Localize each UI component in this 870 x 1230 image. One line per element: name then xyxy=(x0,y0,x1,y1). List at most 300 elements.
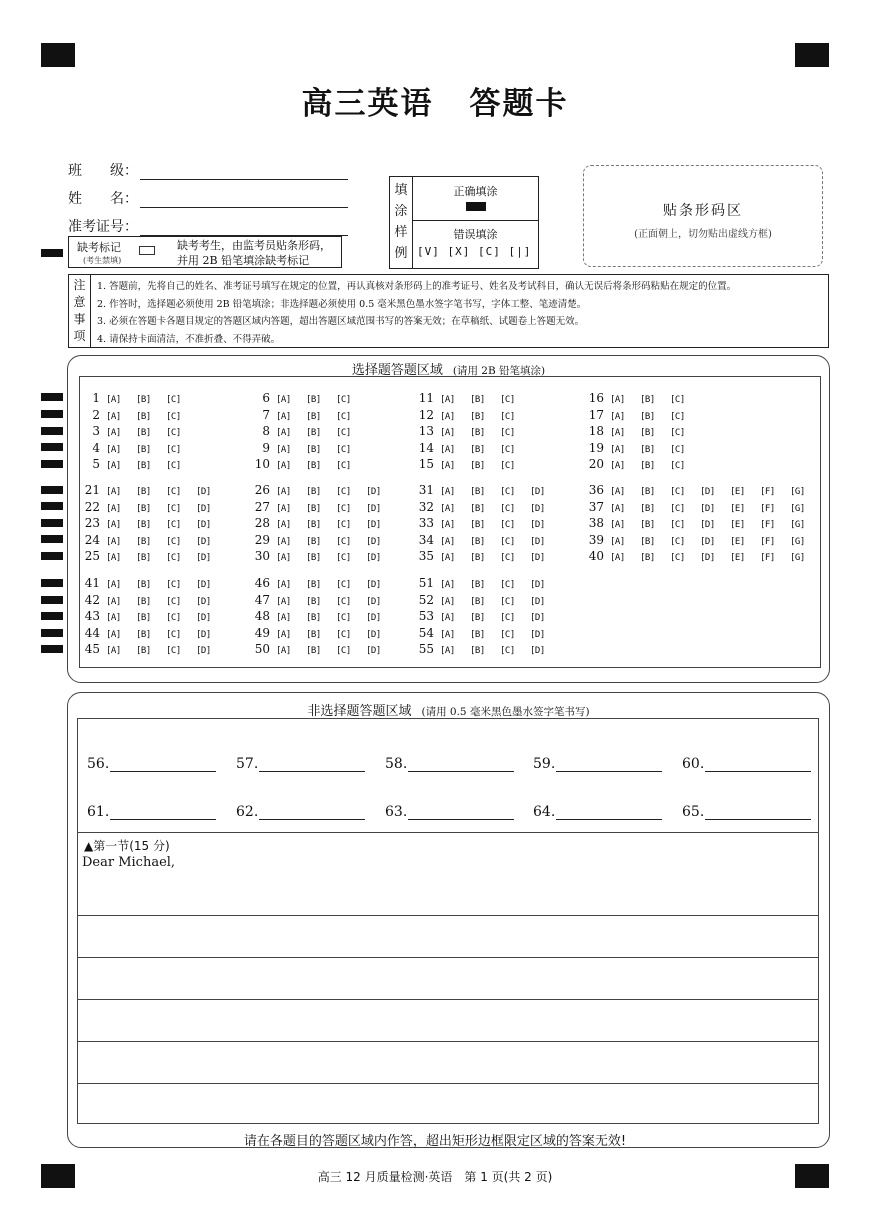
option-bubble[interactable]: [C] xyxy=(500,629,515,640)
option-bubble[interactable]: [E] xyxy=(730,503,745,514)
option-bubble[interactable]: [A] xyxy=(440,596,455,607)
writing-line[interactable] xyxy=(78,1041,819,1042)
blank-line[interactable] xyxy=(408,806,514,820)
question-number: 24 xyxy=(84,532,100,547)
option-bubble[interactable]: [B] xyxy=(470,487,485,497)
option-bubble[interactable]: [A] xyxy=(276,487,291,497)
option-bubble[interactable]: [B] xyxy=(136,444,151,455)
blank-63[interactable] xyxy=(385,804,514,820)
timing-mark xyxy=(41,249,63,257)
option-bubble[interactable]: [D] xyxy=(366,580,381,590)
option-bubble[interactable]: [D] xyxy=(196,503,211,514)
option-bubble[interactable]: [B] xyxy=(470,613,485,624)
option-bubble[interactable]: [C] xyxy=(500,536,515,547)
option-bubble[interactable]: [E] xyxy=(730,553,745,564)
option-bubble[interactable]: [A] xyxy=(440,613,455,624)
option-bubble[interactable]: [C] xyxy=(500,428,515,439)
option-bubble[interactable]: [D] xyxy=(366,503,381,514)
option-bubble[interactable]: [C] xyxy=(336,503,351,514)
option-bubble[interactable]: [C] xyxy=(166,444,181,455)
option-bubble[interactable]: [A] xyxy=(440,428,455,439)
option-bubble[interactable]: [D] xyxy=(196,629,211,640)
question-number: 5 xyxy=(92,457,100,472)
option-bubble[interactable]: [C] xyxy=(670,487,685,497)
option-bubble[interactable]: [B] xyxy=(470,580,485,590)
option-bubble[interactable]: [C] xyxy=(166,395,181,405)
option-bubble[interactable]: [C] xyxy=(500,580,515,590)
option-bubble[interactable]: [C] xyxy=(670,395,685,405)
option-bubble[interactable]: [B] xyxy=(306,613,321,624)
blank-60[interactable] xyxy=(682,756,811,772)
option-bubble[interactable]: [D] xyxy=(196,487,211,497)
writing-line[interactable] xyxy=(78,999,819,1000)
option-bubble[interactable]: [D] xyxy=(196,580,211,590)
question-number: 7 xyxy=(262,407,270,422)
option-bubble[interactable]: [B] xyxy=(640,487,655,497)
name-field[interactable] xyxy=(68,188,348,208)
blank-64[interactable] xyxy=(533,804,662,820)
option-bubble[interactable]: [A] xyxy=(276,629,291,640)
option-bubble[interactable]: [B] xyxy=(640,444,655,455)
blank-line[interactable] xyxy=(110,758,216,772)
option-bubble[interactable]: [B] xyxy=(470,395,485,405)
option-bubble[interactable]: [A] xyxy=(106,428,121,439)
option-bubble[interactable]: [D] xyxy=(366,536,381,547)
question-number: 49 xyxy=(254,625,270,640)
option-bubble[interactable]: [B] xyxy=(640,503,655,514)
option-bubble[interactable]: [A] xyxy=(610,553,625,564)
option-bubble[interactable]: [C] xyxy=(670,503,685,514)
option-bubble[interactable]: [B] xyxy=(470,503,485,514)
option-bubble[interactable]: [A] xyxy=(106,580,121,590)
option-bubble[interactable]: [A] xyxy=(106,613,121,624)
option-bubble[interactable]: [A] xyxy=(276,411,291,422)
option-bubble[interactable]: [A] xyxy=(106,487,121,497)
timing-mark xyxy=(41,552,63,560)
blank-65[interactable] xyxy=(682,804,811,820)
question-number: 50 xyxy=(254,642,270,657)
option-bubble[interactable]: [A] xyxy=(276,536,291,547)
option-bubble[interactable]: [C] xyxy=(670,461,685,472)
option-bubble[interactable]: [B] xyxy=(470,461,485,472)
option-bubble[interactable]: [C] xyxy=(336,428,351,439)
title-subject: 高三英语 xyxy=(301,86,434,122)
option-bubble[interactable]: [A] xyxy=(106,646,121,657)
option-bubble[interactable]: [A] xyxy=(106,444,121,455)
option-bubble[interactable]: [A] xyxy=(276,461,291,472)
option-bubble[interactable]: [D] xyxy=(366,553,381,564)
option-bubble[interactable]: [D] xyxy=(700,503,715,514)
option-bubble[interactable]: [B] xyxy=(306,444,321,455)
choice-title-sub: (请用 2B 铅笔填涂) xyxy=(452,365,546,377)
blank-line[interactable] xyxy=(259,758,365,772)
option-bubble[interactable]: [C] xyxy=(670,520,685,531)
timing-mark xyxy=(41,410,63,418)
option-bubble[interactable]: [B] xyxy=(136,646,151,657)
option-bubble[interactable]: [B] xyxy=(136,629,151,640)
writing-line[interactable] xyxy=(78,957,819,958)
option-bubble[interactable]: [B] xyxy=(640,536,655,547)
option-bubble[interactable]: [G] xyxy=(790,503,805,514)
question-13 xyxy=(414,424,530,438)
option-bubble[interactable]: [A] xyxy=(610,411,625,422)
option-bubble[interactable]: [F] xyxy=(760,536,775,547)
option-bubble[interactable]: [C] xyxy=(500,461,515,472)
option-bubble[interactable]: [B] xyxy=(470,536,485,547)
option-bubble[interactable]: [B] xyxy=(640,520,655,531)
option-bubble[interactable]: [D] xyxy=(196,520,211,531)
option-bubble[interactable]: [B] xyxy=(640,553,655,564)
option-bubble[interactable]: [A] xyxy=(106,536,121,547)
option-bubble[interactable]: [C] xyxy=(336,553,351,564)
fill-side-3: 样 xyxy=(394,225,408,240)
option-bubble[interactable]: [C] xyxy=(166,553,181,564)
option-bubble[interactable]: [A] xyxy=(610,503,625,514)
option-bubble[interactable]: [A] xyxy=(610,428,625,439)
option-bubble[interactable]: [A] xyxy=(276,395,291,405)
option-bubble[interactable]: [C] xyxy=(500,444,515,455)
option-bubble[interactable]: [A] xyxy=(440,503,455,514)
option-bubble[interactable]: [B] xyxy=(136,520,151,531)
option-bubble[interactable]: [C] xyxy=(336,487,351,497)
question-number: 41 xyxy=(84,576,100,590)
option-bubble[interactable]: [C] xyxy=(670,428,685,439)
option-bubble[interactable]: [C] xyxy=(166,461,181,472)
option-bubble[interactable]: [A] xyxy=(276,613,291,624)
question-27 xyxy=(250,500,396,514)
question-number: 39 xyxy=(588,532,604,547)
question-15 xyxy=(414,457,530,471)
option-bubble[interactable]: [C] xyxy=(166,503,181,514)
option-bubble[interactable]: [C] xyxy=(336,646,351,657)
question-9 xyxy=(250,441,366,455)
option-bubble[interactable]: [D] xyxy=(530,629,545,640)
option-bubble[interactable]: [A] xyxy=(276,444,291,455)
option-bubble[interactable]: [D] xyxy=(530,580,545,590)
blank-line[interactable] xyxy=(556,758,662,772)
question-35 xyxy=(414,549,560,563)
option-bubble[interactable]: [C] xyxy=(670,536,685,547)
option-bubble[interactable]: [A] xyxy=(440,536,455,547)
option-bubble[interactable]: [A] xyxy=(440,461,455,472)
question-number: 48 xyxy=(254,609,270,624)
question-5 xyxy=(80,457,196,471)
option-bubble[interactable]: [B] xyxy=(640,428,655,439)
option-bubble[interactable]: [B] xyxy=(470,596,485,607)
question-48 xyxy=(250,609,396,623)
option-bubble[interactable]: [B] xyxy=(136,553,151,564)
question-3 xyxy=(80,424,196,438)
option-bubble[interactable]: [A] xyxy=(106,395,121,405)
option-bubble[interactable]: [F] xyxy=(760,553,775,564)
option-bubble[interactable]: [B] xyxy=(640,461,655,472)
question-number: 40 xyxy=(588,549,604,564)
blank-line[interactable] xyxy=(705,758,811,772)
option-bubble[interactable]: [B] xyxy=(306,503,321,514)
option-bubble[interactable]: [B] xyxy=(470,411,485,422)
option-bubble[interactable]: [D] xyxy=(366,520,381,531)
option-bubble[interactable]: [C] xyxy=(336,613,351,624)
option-bubble[interactable]: [A] xyxy=(440,395,455,405)
option-bubble[interactable]: [D] xyxy=(196,613,211,624)
blank-line[interactable] xyxy=(259,806,365,820)
option-bubble[interactable]: [B] xyxy=(136,596,151,607)
option-bubble[interactable]: [D] xyxy=(366,646,381,657)
exam-id-line[interactable] xyxy=(140,222,348,236)
option-bubble[interactable]: [D] xyxy=(530,613,545,624)
question-45 xyxy=(80,642,226,656)
blank-57[interactable] xyxy=(236,756,365,772)
option-bubble[interactable]: [C] xyxy=(500,613,515,624)
option-bubble[interactable]: [B] xyxy=(640,395,655,405)
option-bubble[interactable]: [B] xyxy=(136,613,151,624)
option-bubble[interactable]: [D] xyxy=(700,520,715,531)
option-bubble[interactable]: [A] xyxy=(276,596,291,607)
exam-id-field[interactable] xyxy=(68,216,348,236)
blank-56[interactable] xyxy=(87,756,216,772)
option-bubble[interactable]: [E] xyxy=(730,520,745,531)
option-bubble[interactable]: [B] xyxy=(470,629,485,640)
option-bubble[interactable]: [A] xyxy=(106,411,121,422)
option-bubble[interactable]: [D] xyxy=(196,553,211,564)
option-bubble[interactable]: [D] xyxy=(366,487,381,497)
question-17 xyxy=(584,408,700,422)
option-bubble[interactable]: [C] xyxy=(336,629,351,640)
option-bubble[interactable]: [A] xyxy=(610,461,625,472)
option-bubble[interactable]: [C] xyxy=(500,503,515,514)
option-bubble[interactable]: [B] xyxy=(136,395,151,405)
option-bubble[interactable]: [C] xyxy=(500,520,515,531)
blank-62[interactable] xyxy=(236,804,365,820)
question-19 xyxy=(584,441,700,455)
option-bubble[interactable]: [C] xyxy=(166,646,181,657)
option-bubble[interactable]: [B] xyxy=(470,444,485,455)
option-bubble[interactable]: [C] xyxy=(166,613,181,624)
option-bubble[interactable]: [D] xyxy=(366,596,381,607)
option-bubble[interactable]: [C] xyxy=(500,646,515,657)
writing-line[interactable] xyxy=(78,915,819,916)
option-bubble[interactable]: [G] xyxy=(790,553,805,564)
option-bubble[interactable]: [B] xyxy=(306,461,321,472)
blank-59[interactable] xyxy=(533,756,662,772)
option-bubble[interactable]: [A] xyxy=(440,553,455,564)
question-6 xyxy=(250,391,366,405)
question-10 xyxy=(250,457,366,471)
option-bubble[interactable]: [C] xyxy=(166,536,181,547)
blank-line[interactable] xyxy=(110,806,216,820)
option-bubble[interactable]: [B] xyxy=(136,411,151,422)
question-53 xyxy=(414,609,560,623)
option-bubble[interactable]: [A] xyxy=(440,629,455,640)
option-bubble[interactable]: [D] xyxy=(530,553,545,564)
option-bubble[interactable]: [B] xyxy=(470,646,485,657)
option-bubble[interactable]: [B] xyxy=(306,646,321,657)
option-bubble[interactable]: [B] xyxy=(136,487,151,497)
option-bubble[interactable]: [A] xyxy=(610,487,625,497)
option-bubble[interactable]: [A] xyxy=(106,461,121,472)
option-bubble[interactable]: [D] xyxy=(366,629,381,640)
option-bubble[interactable]: [E] xyxy=(730,487,745,497)
option-bubble[interactable]: [B] xyxy=(136,503,151,514)
option-bubble[interactable]: [B] xyxy=(470,428,485,439)
option-bubble[interactable]: [D] xyxy=(530,520,545,531)
option-bubble[interactable]: [A] xyxy=(440,646,455,657)
question-number: 38 xyxy=(588,516,604,531)
question-40 xyxy=(584,549,820,563)
option-bubble[interactable]: [A] xyxy=(106,520,121,531)
option-bubble[interactable]: [C] xyxy=(500,596,515,607)
option-bubble[interactable]: [F] xyxy=(760,520,775,531)
class-line[interactable] xyxy=(140,166,348,180)
option-bubble[interactable]: [C] xyxy=(500,487,515,497)
option-bubble[interactable]: [D] xyxy=(196,646,211,657)
writing-line[interactable] xyxy=(78,1083,819,1084)
correct-fill-label: 正确填涂 xyxy=(453,185,498,198)
option-bubble[interactable]: [B] xyxy=(136,536,151,547)
name-label: 姓 名： xyxy=(68,191,138,207)
option-bubble[interactable]: [C] xyxy=(336,536,351,547)
option-bubble[interactable]: [C] xyxy=(336,520,351,531)
absent-checkbox[interactable] xyxy=(139,246,155,255)
option-bubble[interactable]: [A] xyxy=(106,553,121,564)
blank-61[interactable] xyxy=(87,804,216,820)
option-bubble[interactable]: [A] xyxy=(106,629,121,640)
option-bubble[interactable]: [A] xyxy=(276,520,291,531)
option-bubble[interactable]: [C] xyxy=(166,580,181,590)
option-bubble[interactable]: [C] xyxy=(166,487,181,497)
option-bubble[interactable]: [B] xyxy=(136,461,151,472)
option-bubble[interactable]: [C] xyxy=(670,444,685,455)
blank-number: 59. xyxy=(533,756,556,772)
option-bubble[interactable]: [B] xyxy=(306,520,321,531)
option-bubble[interactable]: [D] xyxy=(530,596,545,607)
option-bubble[interactable]: [A] xyxy=(276,428,291,439)
name-line[interactable] xyxy=(140,194,348,208)
blank-58[interactable] xyxy=(385,756,514,772)
option-bubble[interactable]: [C] xyxy=(166,411,181,422)
option-bubble[interactable]: [B] xyxy=(470,553,485,564)
option-bubble[interactable]: [A] xyxy=(610,520,625,531)
option-bubble[interactable]: [C] xyxy=(670,553,685,564)
option-bubble[interactable]: [C] xyxy=(336,461,351,472)
option-bubble[interactable]: [A] xyxy=(610,536,625,547)
option-bubble[interactable]: [C] xyxy=(670,411,685,422)
question-43 xyxy=(80,609,226,623)
timing-mark xyxy=(41,502,63,510)
question-38 xyxy=(584,516,820,530)
option-bubble[interactable]: [A] xyxy=(440,411,455,422)
nonchoice-title-sub: (请用 0.5 毫米黑色墨水签字笔书写) xyxy=(421,706,590,718)
option-bubble[interactable]: [B] xyxy=(136,428,151,439)
corner-mark-top-right xyxy=(795,43,829,67)
option-bubble[interactable]: [D] xyxy=(366,613,381,624)
option-bubble[interactable]: [A] xyxy=(440,444,455,455)
option-bubble[interactable]: [C] xyxy=(336,395,351,405)
option-bubble[interactable]: [A] xyxy=(276,553,291,564)
blank-line[interactable] xyxy=(705,806,811,820)
question-number: 30 xyxy=(254,549,270,564)
option-bubble[interactable]: [G] xyxy=(790,487,805,497)
option-bubble[interactable]: [A] xyxy=(276,580,291,590)
blank-line[interactable] xyxy=(408,758,514,772)
option-bubble[interactable]: [C] xyxy=(336,444,351,455)
absent-desc-2: 并用 2B 铅笔填涂缺考标记 xyxy=(177,254,310,267)
fill-side-4: 例 xyxy=(394,246,408,261)
option-bubble[interactable]: [C] xyxy=(166,629,181,640)
option-bubble[interactable]: [C] xyxy=(500,553,515,564)
question-number: 20 xyxy=(588,457,604,472)
fill-side-2: 涂 xyxy=(394,204,408,219)
nonchoice-box xyxy=(77,718,819,1124)
class-field[interactable] xyxy=(68,160,348,180)
option-bubble[interactable]: [A] xyxy=(276,646,291,657)
option-bubble[interactable]: [D] xyxy=(530,536,545,547)
option-bubble[interactable]: [B] xyxy=(306,553,321,564)
option-bubble[interactable]: [F] xyxy=(760,487,775,497)
option-bubble[interactable]: [B] xyxy=(306,487,321,497)
option-bubble[interactable]: [D] xyxy=(530,487,545,497)
option-bubble[interactable]: [A] xyxy=(440,520,455,531)
option-bubble[interactable]: [D] xyxy=(700,553,715,564)
option-bubble[interactable]: [C] xyxy=(166,596,181,607)
option-bubble[interactable]: [B] xyxy=(306,629,321,640)
blank-line[interactable] xyxy=(556,806,662,820)
option-bubble[interactable]: [A] xyxy=(106,503,121,514)
option-bubble[interactable]: [B] xyxy=(306,536,321,547)
option-bubble[interactable]: [D] xyxy=(700,487,715,497)
option-bubble[interactable]: [C] xyxy=(500,411,515,422)
option-bubble[interactable]: [C] xyxy=(500,395,515,405)
option-bubble[interactable]: [G] xyxy=(790,536,805,547)
timing-mark xyxy=(41,645,63,653)
note-item-3: 3. 必须在答题卡各题目规定的答题区域内答题，超出答题区域范围书写的答案无效；在草稿纸、试题卷上答题无效。 xyxy=(97,316,585,327)
option-bubble[interactable]: [A] xyxy=(440,580,455,590)
note-item-4: 4. 请保持卡面清洁，不准折叠、不得弄破。 xyxy=(97,333,281,345)
option-bubble[interactable]: [D] xyxy=(196,536,211,547)
option-bubble[interactable]: [D] xyxy=(196,596,211,607)
option-bubble[interactable]: [B] xyxy=(640,411,655,422)
question-7 xyxy=(250,408,366,422)
option-bubble[interactable]: [B] xyxy=(470,520,485,531)
option-bubble[interactable]: [D] xyxy=(530,646,545,657)
class-label: 班 级： xyxy=(68,163,138,179)
option-bubble[interactable]: [A] xyxy=(276,503,291,514)
option-bubble[interactable]: [A] xyxy=(106,596,121,607)
option-bubble[interactable]: [B] xyxy=(306,596,321,607)
option-bubble[interactable]: [C] xyxy=(336,596,351,607)
timing-mark xyxy=(41,535,63,543)
footer-warning: 请在各题目的答题区域内作答，超出矩形边框限定区域的答案无效! xyxy=(243,1134,627,1149)
option-bubble[interactable]: [C] xyxy=(166,428,181,439)
option-bubble[interactable]: [F] xyxy=(760,503,775,514)
option-bubble[interactable]: [D] xyxy=(530,503,545,514)
option-bubble[interactable]: [B] xyxy=(136,580,151,590)
option-bubble[interactable]: [B] xyxy=(306,580,321,590)
option-bubble[interactable]: [C] xyxy=(336,411,351,422)
option-bubble[interactable]: [D] xyxy=(700,536,715,547)
option-bubble[interactable]: [B] xyxy=(306,395,321,405)
option-bubble[interactable]: [B] xyxy=(306,411,321,422)
option-bubble[interactable]: [B] xyxy=(306,428,321,439)
fill-side-1: 填 xyxy=(394,183,408,198)
option-bubble[interactable]: [C] xyxy=(336,580,351,590)
option-bubble[interactable]: [G] xyxy=(790,520,805,531)
option-bubble[interactable]: [A] xyxy=(610,444,625,455)
option-bubble[interactable]: [E] xyxy=(730,536,745,547)
option-bubble[interactable]: [A] xyxy=(610,395,625,405)
option-bubble[interactable]: [A] xyxy=(440,487,455,497)
option-bubble[interactable]: [C] xyxy=(166,520,181,531)
